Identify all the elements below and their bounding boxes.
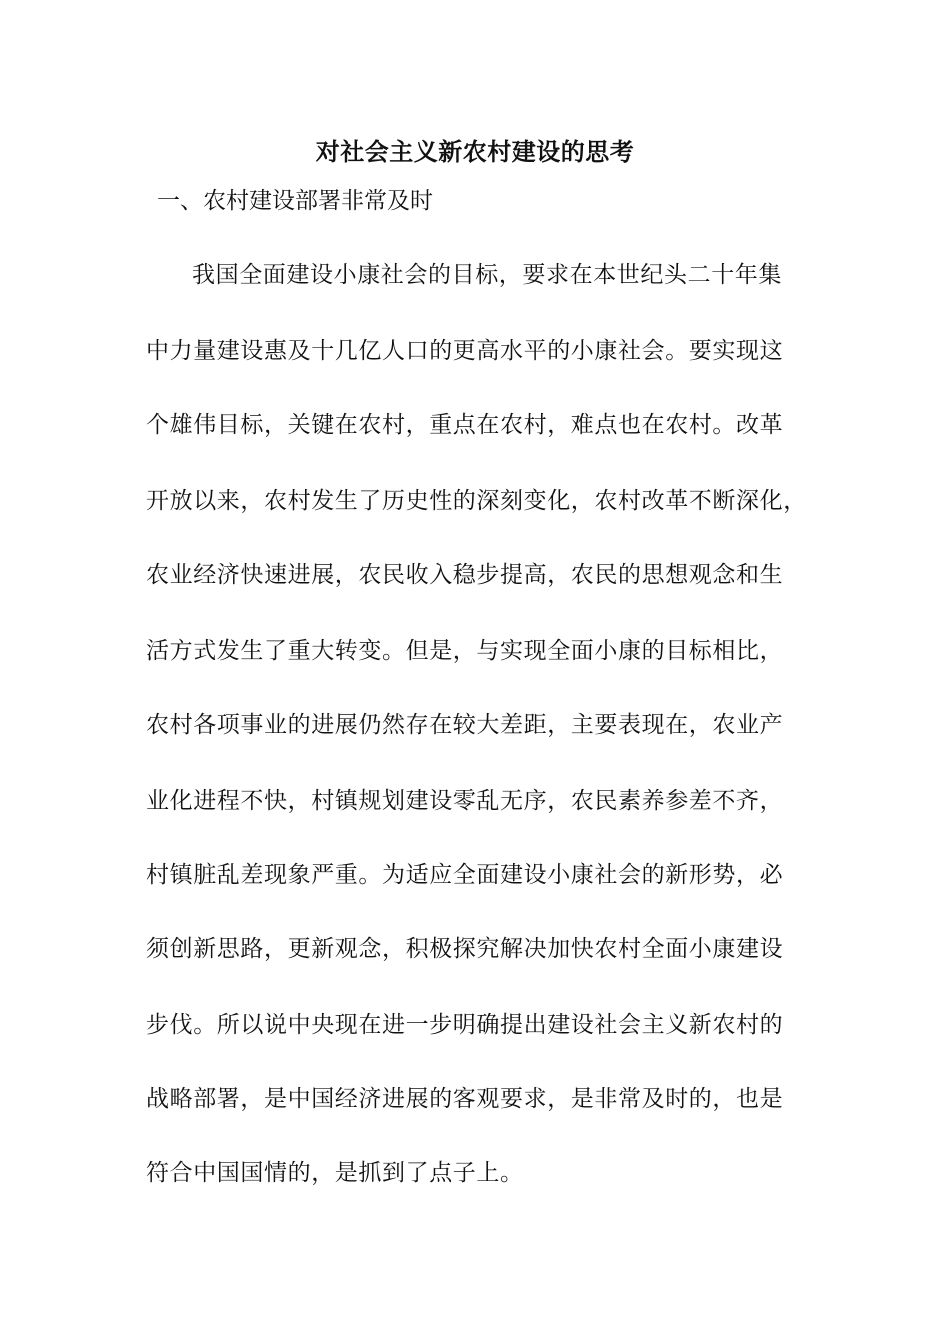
paragraph-line: 农业经济快速进展，农民收入稳步提高，农民的思想观念和生 — [146, 562, 784, 588]
paragraph-line: 我国全面建设小康社会的目标，要求在本世纪头二十年集 — [192, 262, 782, 288]
document-title: 对社会主义新农村建设的思考 — [315, 137, 635, 166]
paragraph-line: 战略部署，是中国经济进展的客观要求，是非常及时的，也是 — [146, 1086, 784, 1112]
paragraph-line: 中力量建设惠及十几亿人口的更高水平的小康社会。要实现这 — [146, 338, 784, 364]
paragraph-line: 个雄伟目标，关键在农村，重点在农村，难点也在农村。改革 — [146, 412, 784, 438]
paragraph-line: 活方式发生了重大转变。但是，与实现全面小康的目标相比， — [146, 638, 784, 664]
paragraph-line: 符合中国国情的，是抓到了点子上。 — [146, 1160, 524, 1186]
section-heading: 一、农村建设部署非常及时 — [157, 188, 433, 214]
paragraph-line: 村镇脏乱差现象严重。为适应全面建设小康社会的新形势，必 — [146, 862, 784, 888]
paragraph-line: 农村各项事业的进展仍然存在较大差距，主要表现在，农业产 — [146, 712, 784, 738]
paragraph-line: 步伐。所以说中央现在进一步明确提出建设社会主义新农村的 — [146, 1012, 784, 1038]
paragraph-line: 开放以来，农村发生了历史性的深刻变化，农村改革不断深化， — [146, 488, 807, 514]
paragraph-line: 须创新思路，更新观念，积极探究解决加快农村全面小康建设 — [146, 936, 784, 962]
paragraph-line: 业化进程不快，村镇规划建设零乱无序，农民素养参差不齐， — [146, 788, 784, 814]
